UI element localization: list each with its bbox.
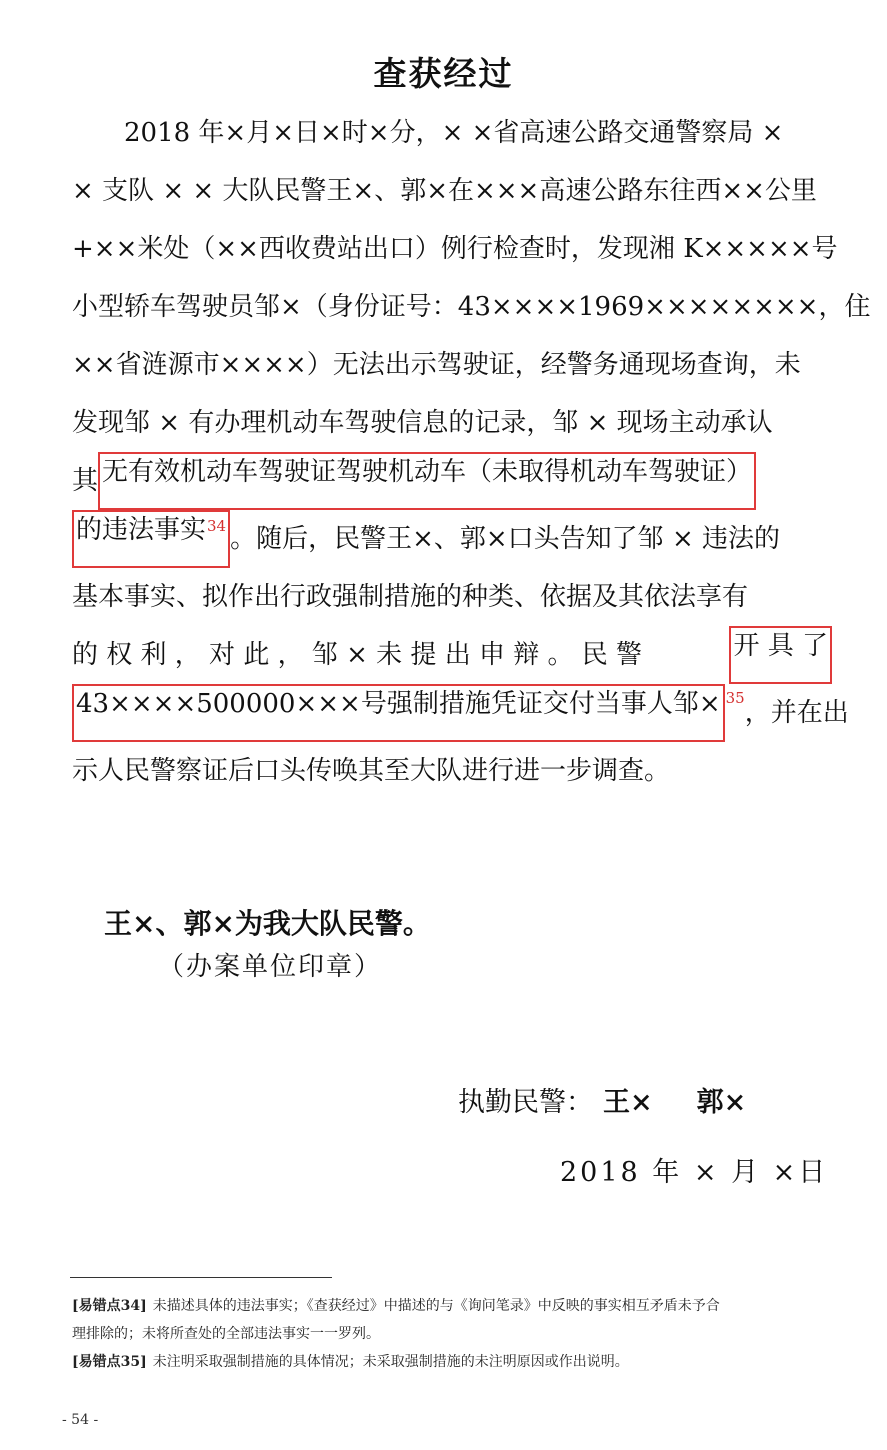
line-text: +××米处（××西收费站出口）例行检查时，发现湘 K×××××号 (72, 234, 838, 264)
line-text: ，并在出 (744, 698, 849, 728)
text-line (72, 394, 832, 452)
page-number: - 54 - (62, 1412, 99, 1428)
line-text: 小型轿车驾驶员邹×（身份证号：43××××1969××××××××，住 (72, 292, 871, 322)
line-text: 其 (72, 466, 99, 496)
footnote-34 (72, 1292, 832, 1320)
line-text: ××省涟源市××××）无法出示驾驶证，经警务通现场查询，未 (72, 350, 801, 380)
highlight-box-measure: 开 具 了 (729, 626, 832, 684)
line-text: 发现邹 × 有办理机动车驾驶信息的记录，邹 × 现场主动承认 (72, 408, 773, 438)
line-text: 示人民警察证后口头传唤其至大队进行进一步调查。 (72, 756, 671, 786)
text-line (72, 742, 832, 800)
footnote-text: 未描述具体的违法事实；《查获经过》中描述的与《询问笔录》中反映的事实相互矛盾未予合 (152, 1298, 720, 1314)
footnotes (72, 1292, 832, 1376)
line-text: 基本事实、拟作出行政强制措施的种类、依据及其依法享有 (72, 582, 749, 612)
footnote-34-cont (72, 1320, 832, 1348)
officer-signatures (458, 1080, 746, 1119)
footnote-divider (70, 1277, 332, 1278)
highlight-box-measure-end: 43××××500000×××号强制措施凭证交付当事人邹× (72, 684, 725, 742)
footnote-tag: [易错点35] (72, 1354, 147, 1370)
signature-wang: 王× (603, 1087, 653, 1118)
text-line (72, 278, 871, 336)
document-title: 查获经过 (373, 54, 514, 93)
seal-note: （办案单位印章） (158, 952, 383, 982)
footnote-text: 未注明采取强制措施的具体情况；未采取强制措施的未注明原因或作出说明。 (152, 1354, 629, 1370)
highlight-box-violation: 无有效机动车驾驶证驾驶机动车（未取得机动车驾驶证） (98, 452, 756, 510)
text-line (72, 626, 832, 684)
line-text: × 支队 × × 大队民警王×、郭×在×××高速公路东往西××公里 (72, 176, 817, 206)
document-date: 2018 年 × 月 ×日 (560, 1157, 829, 1188)
line-text: 2018 年×月×日×时×分，× ×省高速公路交通警察局 × (124, 118, 784, 148)
text-line (72, 684, 849, 742)
footnote-mark-35: 35 (725, 689, 745, 707)
narrative-paragraph (72, 104, 871, 800)
handwritten-note: 王×、郭×为我大队民警。 (104, 907, 431, 940)
text-line (72, 336, 832, 394)
text-line (72, 452, 832, 510)
footnote-text: 理排除的；未将所查处的全部违法事实一一罗列。 (72, 1326, 380, 1342)
footnote-35 (72, 1348, 832, 1376)
text-line (72, 510, 832, 568)
line-text: 的违法事实 (76, 515, 207, 545)
officers-label: 执勤民警： (458, 1087, 593, 1118)
text-line (72, 568, 832, 626)
line-text: 。随后，民警王×、郭×口头告知了邹 × 违法的 (230, 524, 780, 554)
footnote-mark-34: 34 (207, 517, 227, 535)
text-line (72, 220, 838, 278)
line-text: 的 权 利 ， 对 此 ， 邹 × 未 提 出 申 辩 。 民 警 (72, 640, 643, 670)
signature-guo: 郭× (696, 1087, 747, 1118)
highlight-box-violation-end (72, 510, 230, 568)
text-line (72, 162, 832, 220)
footnote-tag: [易错点34] (72, 1298, 147, 1314)
text-line (72, 104, 832, 162)
